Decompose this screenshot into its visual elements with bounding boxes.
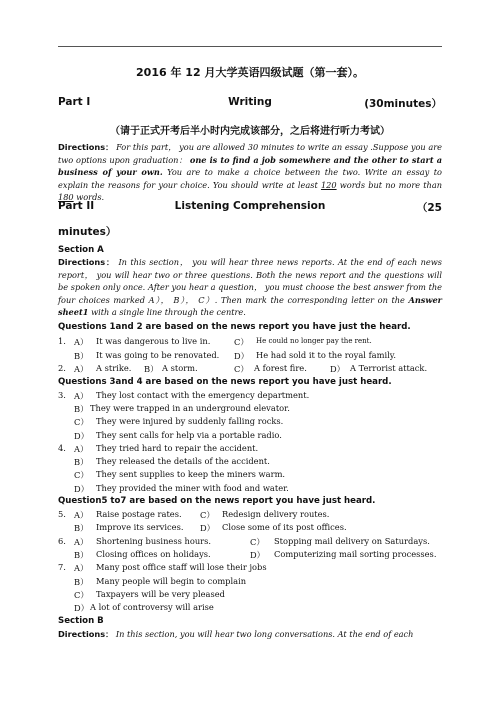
directions-text: In this section， you will hear three news reports. At the end of each news report， you will hear two or three questions. Both the news report and the questions will be spoken only once. After you hear a question， you must choose the best answer from the four choices marked A）， B）， C）. Then mark the corresponding letter on the <box>58 257 442 305</box>
exam-page: 2016 年 12 月大学英语四级试题（第一套）。 Part I Writing (30minutes） （请于正式开考后半小时内完成该部分，之后将进行听力考试） Directions： For this part， you are allowed 30 minutes to write an essay .Suppose you are two options upon graduation： one is to find a job somewhere and the other to start a business of your own. You are to make a choice between the two. Write an essay to explain the reasons for your choice. You should write at least 120 words but no more than 180 words. Part II Listening Comprehension （25 minutes） Section A Directions： In this section， you will hear three news reports. At the end of each news report， you will hear two or three questions. Both the news report and the questions will be spoken only once. After you hear a question， you must choose the best answer from the four choices marked A）， B）， C）. Then mark the corresponding letter on the Answer sheet1 with a single line through the centre. Questions 1and 2 are based on the news report you have just the heard. 1. A） It was dangerous to live in. C） He could no longer pay the rent. B） It was going to be renovated. D） He had sold it to the royal family. 2. A） A strike. B） A storm. C） A forest fire. D） A Terrorist attack. Questions 3and 4 are based on the news report you have just heard. 3. A） They lost contact with the emergency department. B） They were trapped in an underground elevator. C） They were injured by suddenly falling rocks. D） They sent calls for help via a portable radio. 4. A） They tried hard to repair the accident. B） They released the details of the accident. C） They sent supplies to keep the miners warm. D） They provided the miner with food and water. Question5 to7 are based on the news report you have just heard. 5. A） Raise postage rates. C） Redesign delivery routes. B） Improve its services. D） Close some of its post offices. 6. A） Shortening business hours. C） Stopping mail delivery on Saturdays. B） Closing offices on holidays. D） Computerizing mail sorting processes. 7. A） Many post office staff will lose their jobs B） Many people will begin to complain C） Taxpayers will be very pleased D） A lot of controversy will arise Section B Directions： In this section, you will hear two long conversations. At the end of each <box>58 0 442 707</box>
directions-label: Directions： <box>58 142 114 152</box>
directions-text-2: with a single line through the centre. <box>91 307 246 318</box>
section-b-heading: Section B <box>58 616 104 626</box>
part1-note: （请于正式开考后半小时内完成该部分，之后将进行听力考试） <box>110 126 390 137</box>
exam-title: 2016 年 12 月大学英语四级试题（第一套）。 <box>136 66 364 79</box>
max-words: 180 <box>58 192 74 203</box>
part2-time: （25 <box>416 202 442 214</box>
directions-text: For this part， you are allowed 30 minutes to write an essay .Suppose you are two options upon graduation： <box>58 142 442 165</box>
part2-label: Part II <box>58 200 95 212</box>
directions-text-3: words but no more than <box>339 179 442 190</box>
part2-name: Listening Comprehension <box>174 200 326 212</box>
directions-text-4: words. <box>76 192 105 203</box>
directions-label: Directions： <box>58 257 115 267</box>
directions-label: Directions： <box>58 629 114 639</box>
section-a-heading: Section A <box>58 245 104 255</box>
questions-3-4-heading: Questions 3and 4 are based on the news report you have just heard. <box>58 377 392 387</box>
section-b-directions <box>58 628 442 641</box>
writing-directions <box>58 141 442 204</box>
questions-5-7-heading: Question5 to7 are based on the news report you have just heard. <box>58 496 376 506</box>
top-rule <box>58 46 442 47</box>
part1-time: (30minutes） <box>364 98 442 110</box>
part1-name: Writing <box>228 96 272 108</box>
section-a-directions <box>58 256 442 319</box>
min-words: 120 <box>320 179 337 190</box>
answer-sheet-ref: Answer sheet1 <box>58 294 442 318</box>
questions-1-2-heading: Questions 1and 2 are based on the news report you have just the heard. <box>58 322 411 332</box>
essay-topic: one is to find a job somewhere and the other to start a business of your own. <box>58 154 442 178</box>
directions-text: In this section, you will hear two long conversations. At the end of each <box>115 629 414 639</box>
part1-label: Part I <box>58 96 91 108</box>
directions-text-2: You are to make a choice between the two. Write an essay to explain the reasons for your choice. You should write at least <box>58 167 442 190</box>
